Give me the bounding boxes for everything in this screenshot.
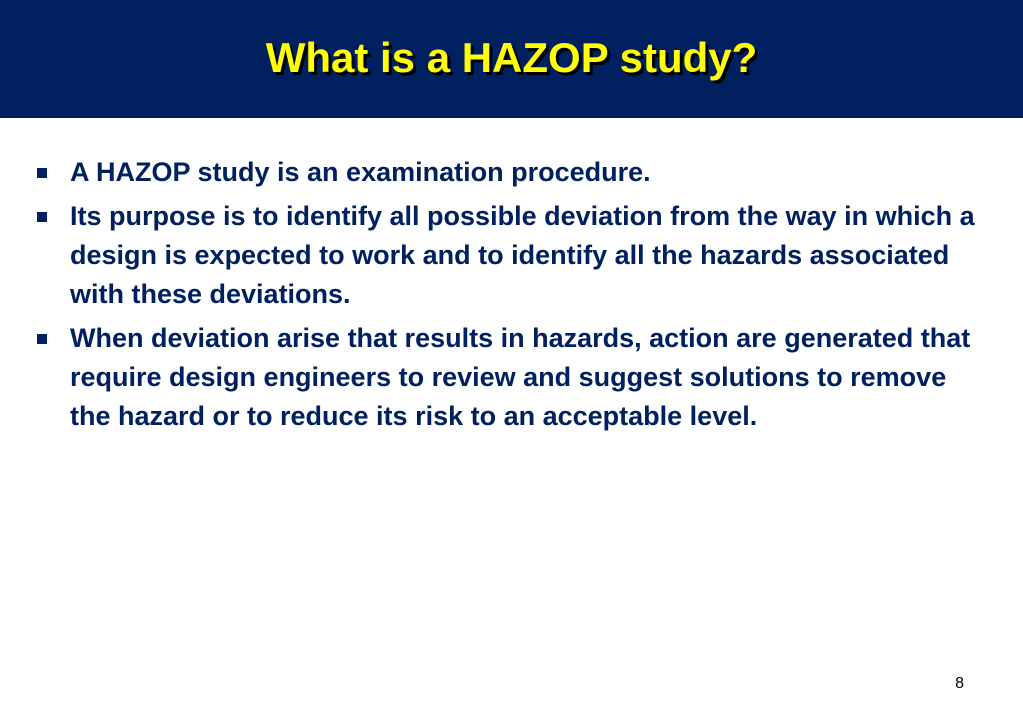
slide-title: What is a HAZOP study? <box>265 34 758 81</box>
square-bullet-icon <box>37 212 47 222</box>
title-banner <box>0 0 1023 118</box>
square-bullet-icon <box>37 334 47 344</box>
bullet-text: Its purpose is to identify all possible deviation from the way in which a design is expected to work and to identify all the hazards associated with these deviations. <box>70 201 975 309</box>
bullet-text: When deviation arise that results in hazards, action are generated that require design engineers to review and suggest solutions to remove the hazard or to reduce its risk to an acceptable level. <box>70 323 971 431</box>
square-bullet-icon <box>37 168 47 178</box>
page-number: 8 <box>955 675 964 692</box>
bullet-item <box>37 153 987 192</box>
bullet-item <box>37 197 987 314</box>
bullet-list <box>37 153 987 441</box>
bullet-item <box>37 319 987 436</box>
bullet-text: A HAZOP study is an examination procedure. <box>70 157 651 187</box>
